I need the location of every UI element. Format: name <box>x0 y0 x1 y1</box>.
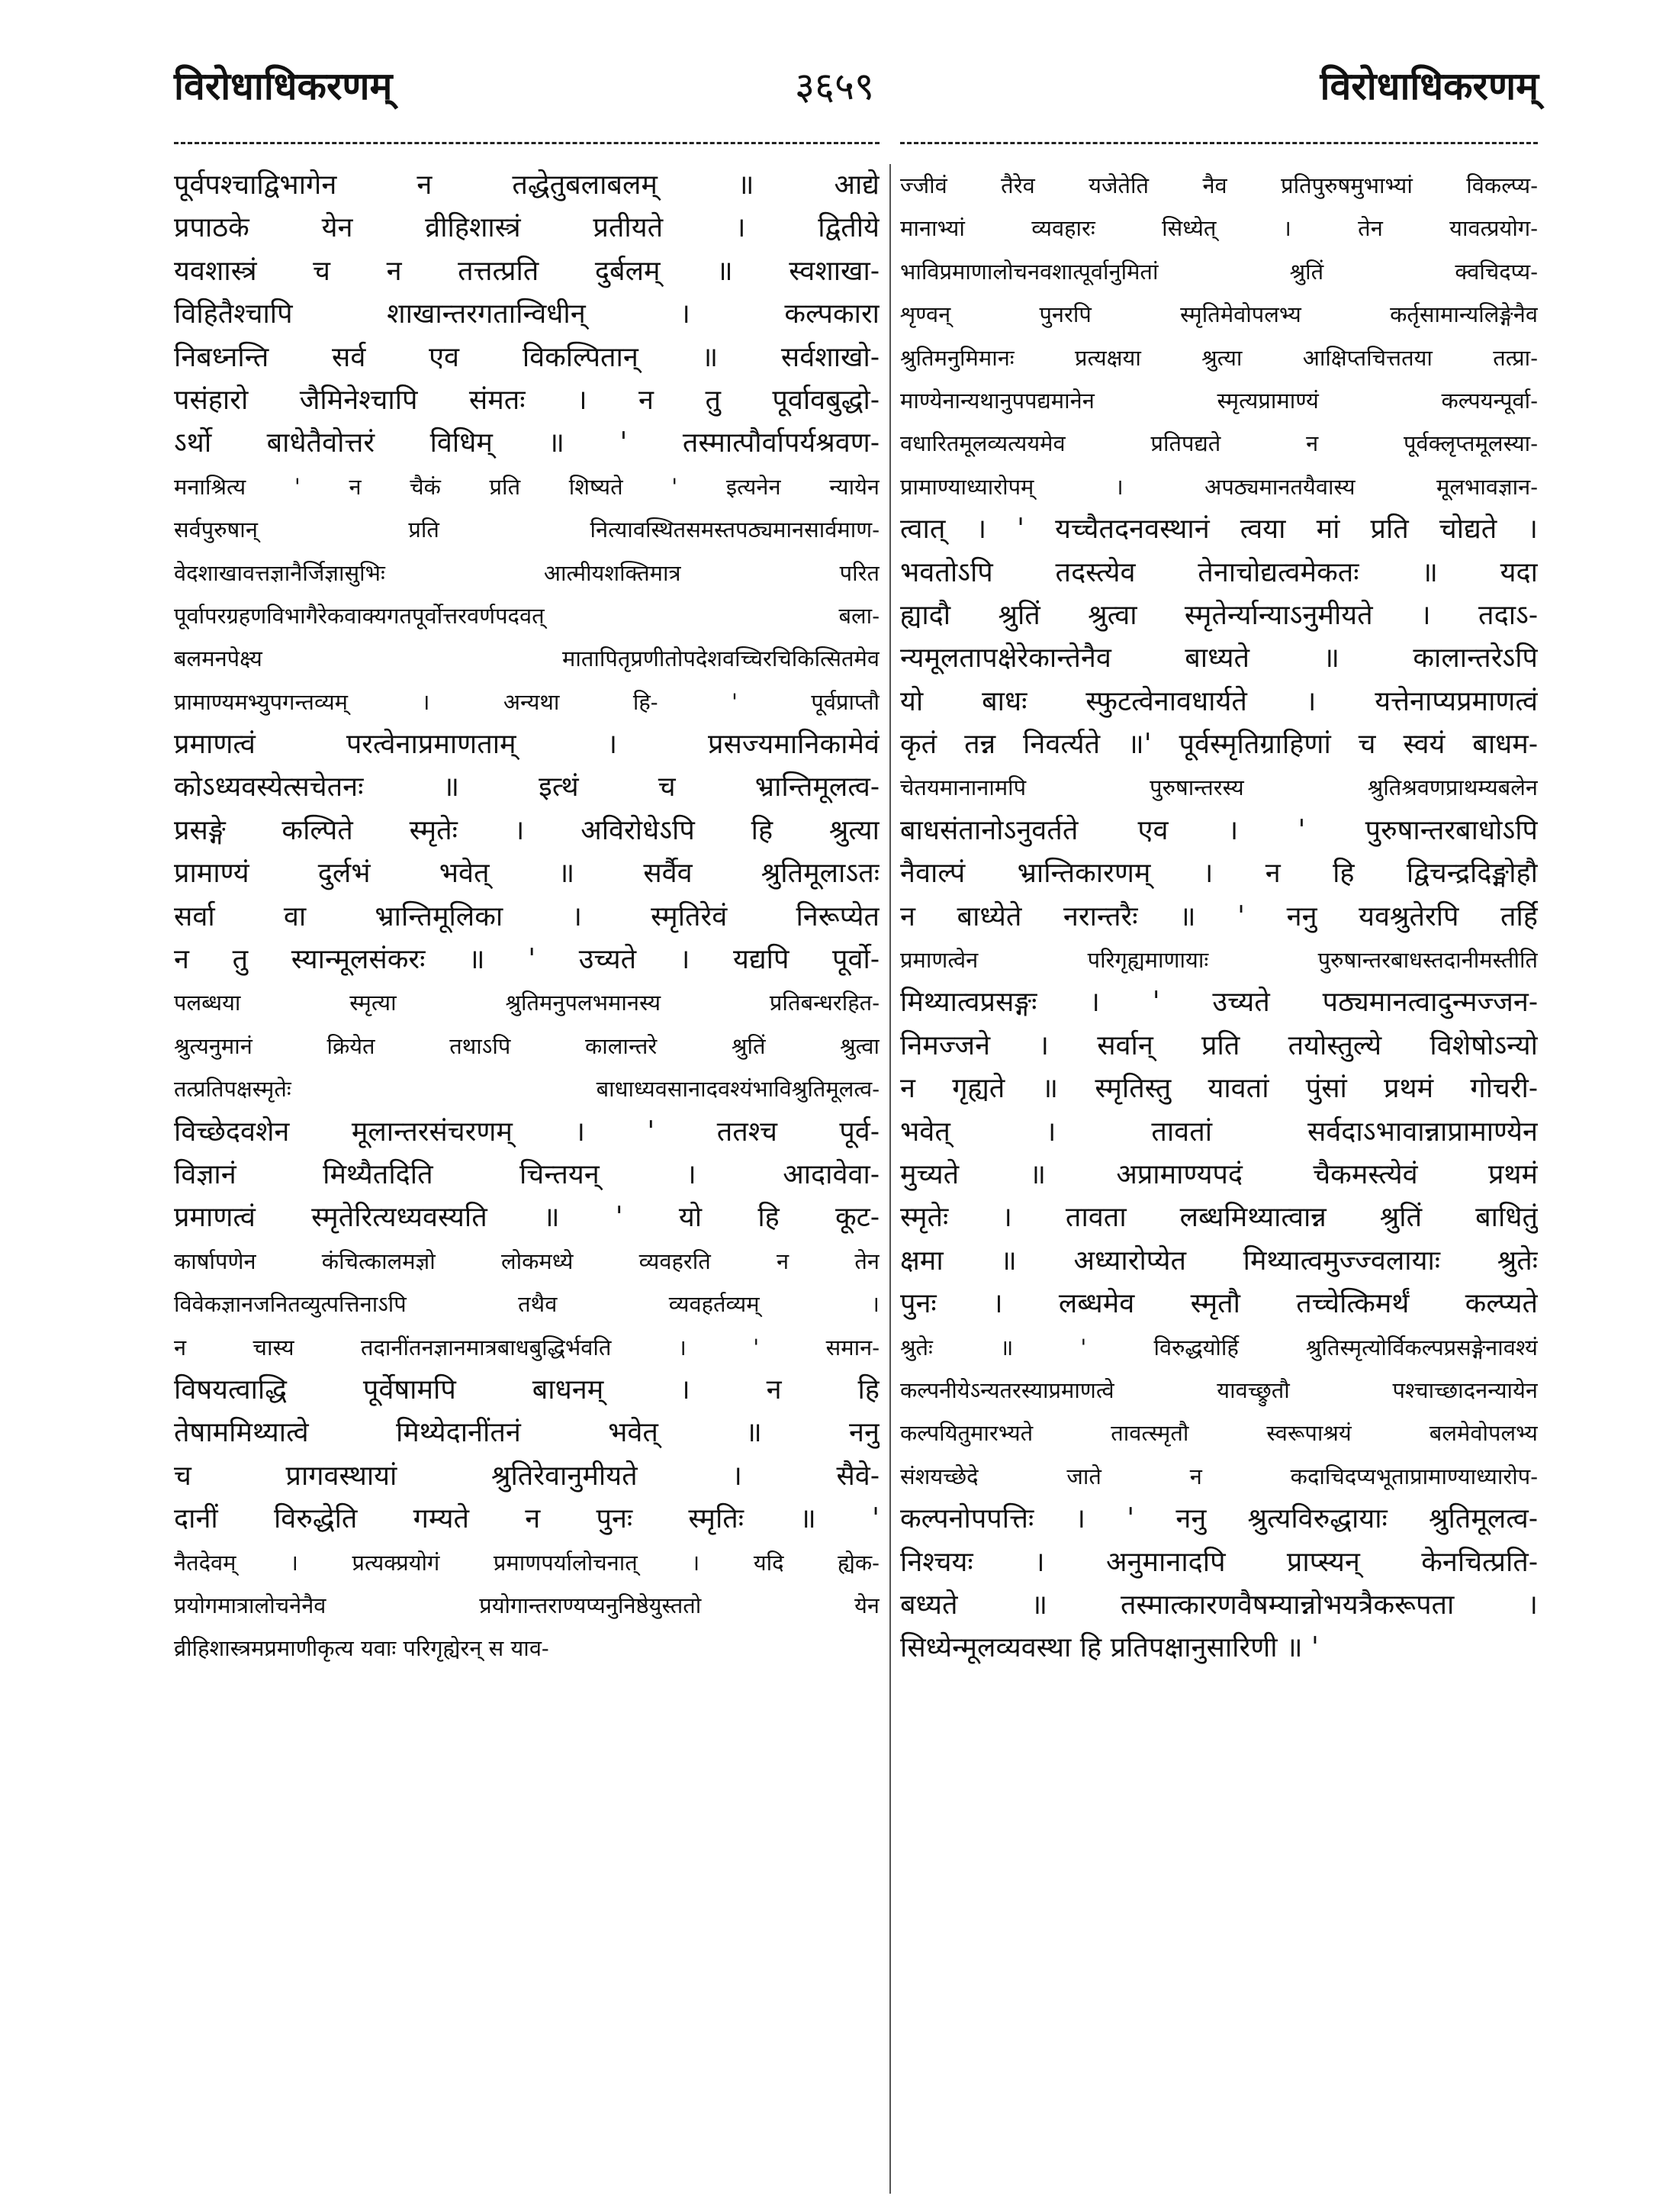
text-line: मुच्यते ॥ अप्रामाण्यपदं चैकमस्त्येवं प्रथमं <box>900 1158 1538 1190</box>
text-line: तेषाममिथ्यात्वे मिथ्येदानींतनं भवेत् ॥ ननु <box>174 1417 880 1449</box>
text-line: शृण्वन् पुनरपि स्मृतिमेवोपलभ्य कर्तृसामान्यलिङ्गेनैव <box>900 301 1538 328</box>
text-line: कल्पनोपपत्तिः । ' ननु श्रुत्यविरुद्धायाः श्रुतिमूलत्व- <box>900 1503 1538 1535</box>
text-line: विज्ञानं मिथ्यैतदिति चिन्तयन् । आदावेवा- <box>174 1158 880 1190</box>
text-line: प्रामाण्यमभ्युपगन्तव्यम् । अन्यथा हि- ' पूर्वप्राप्तौ <box>174 688 880 715</box>
text-line: कोऽध्यवस्येत्सचेतनः ॥ इत्थं च भ्रान्तिमूलत्व- <box>174 771 880 803</box>
text-line: न चास्य तदानींतनज्ञानमात्रबाधबुद्धिर्भवति । ' समान- <box>174 1334 880 1360</box>
text-line: प्रमाणत्वेन परिगृह्यमाणायाः पुरुषान्तरबाधस्तदानीमस्तीति <box>900 947 1538 974</box>
text-line: वधारितमूलव्यत्ययमेव प्रतिपद्यते न पूर्वक्लृप्तमूलस्या- <box>900 430 1538 457</box>
text-line: नैतदेवम् । प्रत्यक्प्रयोगं प्रमाणपर्यालोचनात् । यदि ह्येक- <box>174 1549 880 1576</box>
text-line: मिथ्यात्वप्रसङ्गः । ' उच्यते पठ्यमानत्वादुन्मज्जन- <box>900 987 1538 1019</box>
text-line: यवशास्त्रं च न तत्तत्प्रति दुर्बलम् ॥ स्वशाखा- <box>174 255 880 287</box>
text-line: प्रसङ्गे कल्पिते स्मृतेः । अविरोधेऽपि हि श्रुत्या <box>174 814 880 846</box>
text-line: निबध्नन्ति सर्व एव विकल्पितान् ॥ सर्वशाखो- <box>174 341 880 373</box>
text-line: सिध्येन्मूलव्यवस्था हि प्रतिपक्षानुसारिणी ॥ ' <box>900 1632 1319 1664</box>
text-line: न गृह्यते ॥ स्मृतिस्तु यावतां पुंसां प्रथमं गोचरी- <box>900 1073 1538 1105</box>
text-line: श्रुत्यनुमानं क्रियेत तथाऽपि कालान्तरे श्रुतिं श्रुत्वा <box>174 1032 880 1059</box>
text-line: नैवाल्पं भ्रान्तिकारणम् । न हि द्विचन्द्रदिङ्मोहौ <box>900 858 1538 890</box>
text-line: संशयच्छेदे जाते न कदाचिदप्यभूताप्रामाण्याध्यारोप- <box>900 1463 1538 1489</box>
running-head-right: विरोधाधिकरणम् <box>1320 63 1539 108</box>
text-line: श्रुतेः ॥ ' विरुद्धयोर्हि श्रुतिस्मृत्योर्विकल्पप्रसङ्गेनावश्यं <box>900 1334 1538 1360</box>
text-line: सर्वपुरुषान् प्रति नित्यावस्थितसमस्तपठ्यमानसार्वमाण- <box>174 517 880 543</box>
left-text-column <box>174 164 880 1670</box>
text-line: चेतयमानानामपि पुरुषान्तरस्य श्रुतिश्रवणप्राथम्यबलेन <box>900 774 1538 801</box>
header-rule-left <box>174 142 880 144</box>
text-line: विषयत्वाद्धि पूर्वेषामपि बाधनम् । न हि <box>174 1373 880 1405</box>
text-line: बध्यते ॥ तस्मात्कारणवैषम्यान्नोभयत्रैकरूपता । <box>900 1589 1538 1621</box>
text-line: स्मृतेः । तावता लब्धमिथ्यात्वान्न श्रुतिं बाधितुं <box>900 1202 1538 1234</box>
text-line: त्वात् । ' यच्चैतदनवस्थानं त्वया मां प्रति चोद्यते । <box>900 514 1538 546</box>
text-line: न्यमूलतापक्षेरेकान्तेनैव बाध्यते ॥ कालान्तरेऽपि <box>900 642 1538 675</box>
text-line: मानाभ्यां व्यवहारः सिध्येत् । तेन यावत्प्रयोग- <box>900 215 1538 242</box>
text-line: विवेकज्ञानजनितव्युत्पत्तिनाऽपि तथैव व्यवहर्तव्यम् । <box>174 1291 880 1318</box>
text-line: निमज्जने । सर्वान् प्रति तयोस्तुल्ये विशेषोऽन्यो <box>900 1029 1538 1061</box>
text-line: तत्प्रतिपक्षस्मृतेः बाधाध्यवसानादवश्यंभाविश्रुतिमूलत्व- <box>174 1076 880 1103</box>
text-line: कार्षापणेन कंचित्कालमज्ञो लोकमध्ये व्यवहरति न तेन <box>174 1248 880 1274</box>
text-line: पूर्वपश्चाद्विभागेन न तद्धेतुबलाबलम् ॥ आद्ये <box>174 169 880 201</box>
text-line: प्रामाण्याध्यारोपम् । अपठ्यमानतयैवास्य मूलभावज्ञान- <box>900 473 1538 500</box>
text-line: यो बाधः स्फुटत्वेनावधार्यते । यत्तेनाप्यप्रमाणत्वं <box>900 685 1538 717</box>
page-number: ३६५९ <box>795 64 874 108</box>
text-line: ह्यादौ श्रुतिं श्रुत्वा स्मृतेर्न्यान्याऽनुमीयते । तदाऽ- <box>900 599 1538 631</box>
text-line: कल्पयितुमारभ्यते तावत्स्मृतौ स्वरूपाश्रयं बलमेवोपलभ्य <box>900 1420 1538 1447</box>
text-line: पसंहारो जैमिनेश्चापि संमतः । न तु पूर्वावबुद्धो- <box>174 384 880 416</box>
text-line: मनाश्रित्य ' न चैकं प्रति शिष्यते ' इत्यनेन न्यायेन <box>174 473 880 500</box>
text-line: सर्वा वा भ्रान्तिमूलिका । स्मृतिरेवं निरूप्येत <box>174 900 880 932</box>
text-line: प्रामाण्यं दुर्लभं भवेत् ॥ सर्वैव श्रुतिमूलाऽतः <box>174 858 880 890</box>
text-line: प्रमाणत्वं परत्वेनाप्रमाणताम् । प्रसज्यमानिकामेवं <box>174 729 880 761</box>
text-line: ज्जीवं तैरेव यजेतेति नैव प्रतिपुरुषमुभाभ्यां विकल्प्य- <box>900 172 1538 198</box>
text-line: भाविप्रमाणालोचनवशात्पूर्वानुमितां श्रुतिं क्वचिदप्य- <box>900 258 1538 285</box>
text-line: न बाध्येते नरान्तरैः ॥ ' ननु यवश्रुतेरपि तर्हि <box>900 900 1538 932</box>
text-line: क्षमा ॥ अध्यारोप्येत मिथ्यात्वमुज्ज्वलायाः श्रुतेः <box>900 1244 1538 1277</box>
text-line: बाधसंतानोऽनुवर्तते एव । ' पुरुषान्तरबाधोऽपि <box>900 814 1538 846</box>
running-head-left: विरोधाधिकरणम् <box>174 63 393 108</box>
text-line: ऽर्थो बाधेतैवोत्तरं विधिम् ॥ ' तस्मात्पौर्वापर्यश्रवण- <box>174 427 880 459</box>
text-line: निश्चयः । अनुमानादपि प्राप्स्यन् केनचित्प्रति- <box>900 1546 1538 1578</box>
header-rule-right <box>900 142 1538 144</box>
text-line: बलमनपेक्ष्य मातापितृप्रणीतोपदेशवच्चिरचिकित्सितमेव <box>174 646 880 672</box>
text-line: माण्येनान्यथानुपपद्यमानेन स्मृत्यप्रामाण्यं कल्पयन्पूर्वा- <box>900 387 1538 414</box>
text-line: न तु स्यान्मूलसंकरः ॥ ' उच्यते । यद्यपि पूर्वो- <box>174 944 880 976</box>
column-divider <box>889 164 891 2194</box>
text-line: पलब्धया स्मृत्या श्रुतिमनुपलभमानस्य प्रतिबन्धरहित- <box>174 990 880 1016</box>
text-line: प्रमाणत्वं स्मृतेरित्यध्यवस्यति ॥ ' यो हि कूट- <box>174 1202 880 1234</box>
right-text-column <box>900 164 1538 1670</box>
text-line: प्रयोगमात्रालोचनेनैव प्रयोगान्तराण्यप्यनुनिष्ठेयुस्ततो येन <box>174 1592 880 1618</box>
text-line: भवेत् । तावतां सर्वदाऽभावान्नाप्रामाण्येन <box>900 1116 1538 1148</box>
text-line: कृतं तन्न निवर्त्यते ॥' पूर्वस्मृतिग्राहिणां च स्वयं बाधम- <box>900 729 1538 761</box>
text-line: पूर्वापरग्रहणविभागैरेकवाक्यगतपूर्वोत्तरवर्णपदवत् बला- <box>174 602 880 629</box>
text-line: विहितैश्चापि शाखान्तरगतान्विधीन् । कल्पकारा <box>174 298 880 330</box>
text-line: पुनः । लब्धमेव स्मृतौ तच्चेत्किमर्थं कल्प्यते <box>900 1288 1538 1320</box>
text-line: दानीं विरुद्धेति गम्यते न पुनः स्मृतिः ॥ ' <box>174 1503 880 1535</box>
text-line: श्रुतिमनुमिमानः प्रत्यक्षया श्रुत्या आक्षिप्तचित्ततया तत्प्रा- <box>900 344 1538 371</box>
text-line: विच्छेदवशेन मूलान्तरसंचरणम् । ' ततश्च पूर्व- <box>174 1116 880 1148</box>
text-line: प्रपाठके येन व्रीहिशास्त्रं प्रतीयते । द्वितीये <box>174 212 880 244</box>
text-line: भवतोऽपि तदस्त्येव तेनाचोद्यत्वमेकतः ॥ यदा <box>900 556 1538 588</box>
text-line: व्रीहिशास्त्रमप्रमाणीकृत्य यवाः परिगृह्येरन् स याव- <box>174 1635 549 1662</box>
text-line: वेदशाखावत्तज्ञानैर्जिज्ञासुभिः आत्मीयशक्तिमात्र परित <box>174 559 880 586</box>
text-line: कल्पनीयेऽन्यतरस्याप्रमाणत्वे यावच्छ्रुतौ पश्चाच्छादनन्यायेन <box>900 1376 1538 1403</box>
text-line: च प्रागवस्थायां श्रुतिरेवानुमीयते । सैवे- <box>174 1460 880 1492</box>
